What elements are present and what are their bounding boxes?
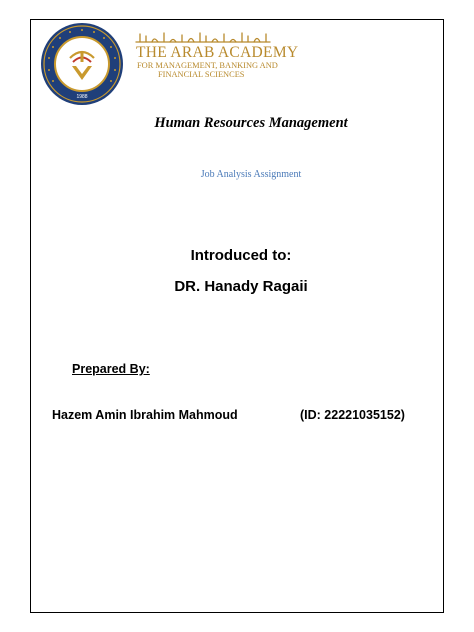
seal-year: 1988 <box>76 94 88 100</box>
academy-seal-logo <box>40 22 124 106</box>
page-border <box>30 19 444 613</box>
academy-wordmark <box>134 31 299 79</box>
arabic-calligraphy-logo <box>134 31 274 45</box>
academy-subtitle-line1: FOR MANAGEMENT, BANKING AND <box>137 61 278 70</box>
course-title: Human Resources Management <box>154 115 348 131</box>
assignment-title: Job Analysis Assignment <box>200 169 302 180</box>
academy-subtitle-line2: FINANCIAL SCIENCES <box>158 70 245 79</box>
student-id: (ID: 22221035152) <box>300 408 405 422</box>
introduced-to-label: Introduced to: <box>190 247 292 264</box>
prepared-by-label: Prepared By: <box>72 362 150 376</box>
instructor-name: DR. Hanady Ragaii <box>174 278 308 295</box>
academy-name: THE ARAB ACADEMY <box>136 44 299 61</box>
student-name: Hazem Amin Ibrahim Mahmoud <box>52 408 238 422</box>
